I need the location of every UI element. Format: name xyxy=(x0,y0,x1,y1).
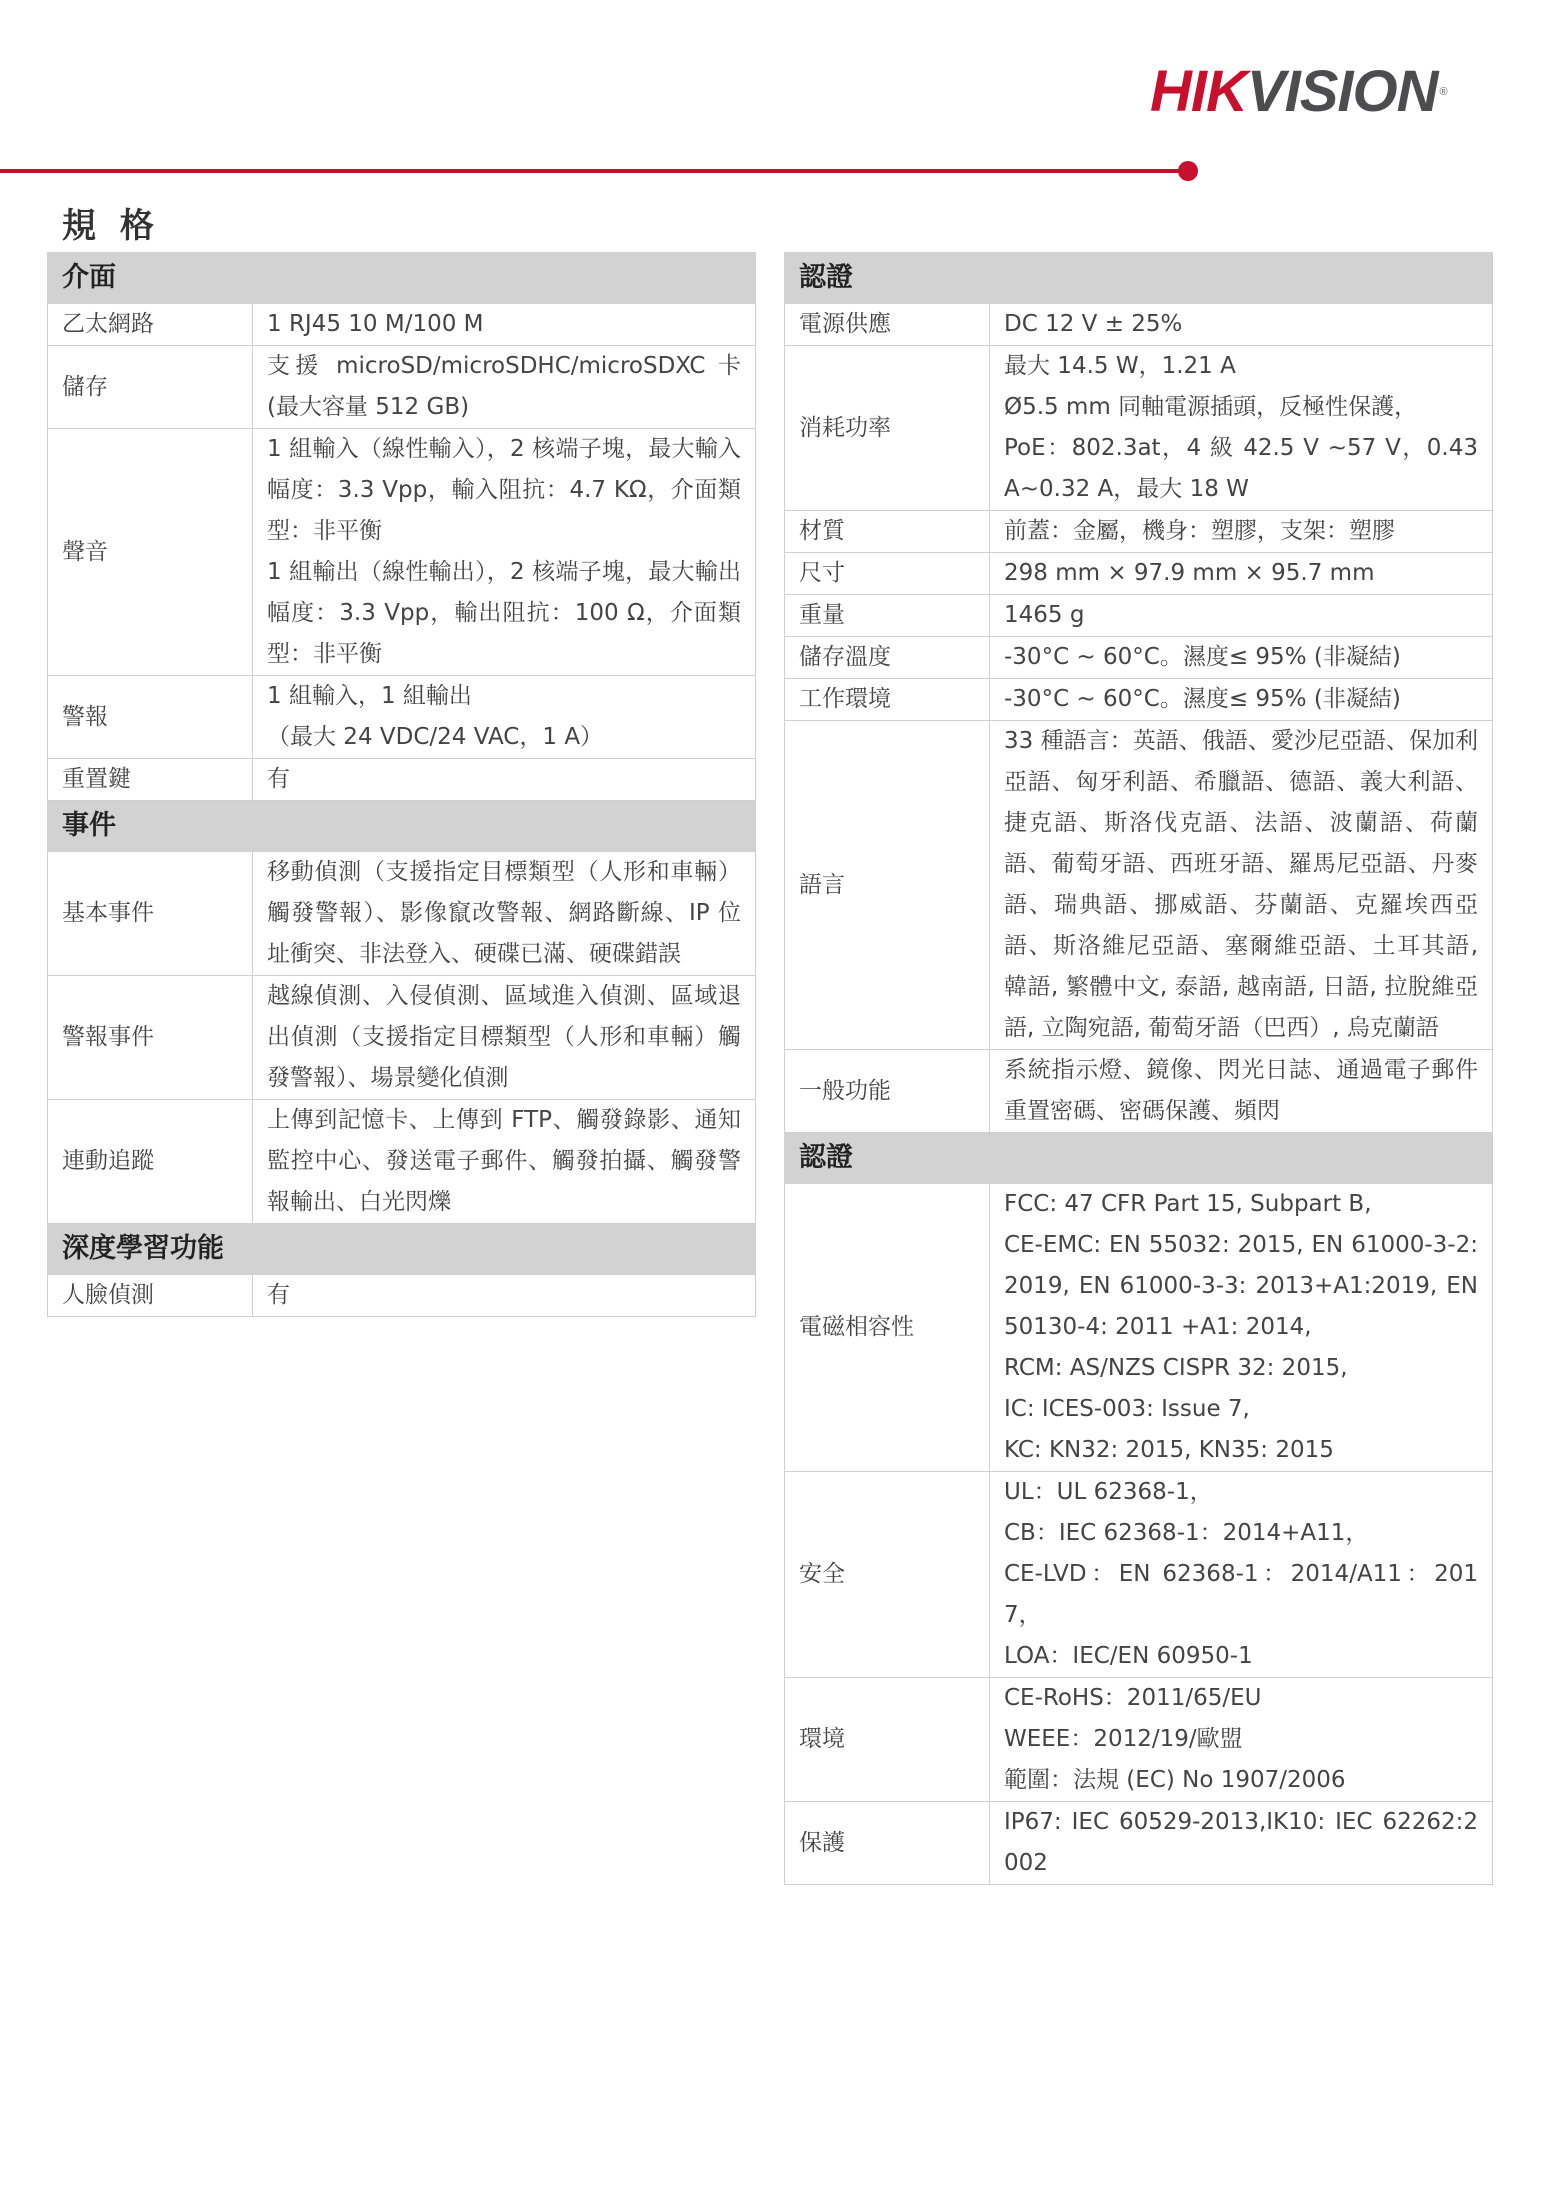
spec-value-line: 1 RJ45 10 M/100 M xyxy=(267,311,484,337)
spec-value-line: 1 組輸入，1 組輸出 xyxy=(267,683,472,709)
spec-row xyxy=(785,1184,1493,1472)
spec-value-line: 有 xyxy=(267,1282,290,1308)
spec-value xyxy=(253,304,756,346)
spec-value xyxy=(253,1275,756,1317)
spec-value-line: 最大 14.5 W，1.21 A xyxy=(1004,353,1236,379)
section-header-row xyxy=(48,1224,756,1275)
spec-value xyxy=(253,1100,756,1224)
spec-value-line: 範圍：法規 (EC) No 1907/2006 xyxy=(1004,1767,1346,1793)
section-header-row xyxy=(48,253,756,304)
spec-value xyxy=(990,1050,1493,1133)
spec-value-line: 支援 microSD/microSDHC/microSDXC 卡 (最大容量 512 GB) xyxy=(267,353,741,420)
spec-row xyxy=(785,346,1493,511)
spec-key: 連動追蹤 xyxy=(48,1100,253,1224)
spec-row xyxy=(48,346,756,429)
spec-value xyxy=(990,304,1493,346)
spec-value xyxy=(990,511,1493,553)
spec-value-line: CB：IEC 62368-1：2014+A11， xyxy=(1004,1520,1369,1546)
spec-key: 保護 xyxy=(785,1802,990,1885)
spec-key: 聲音 xyxy=(48,429,253,676)
section-header-row xyxy=(785,253,1493,304)
spec-key: 乙太網路 xyxy=(48,304,253,346)
spec-value-line: （最大 24 VDC/24 VAC，1 A） xyxy=(267,724,604,750)
spec-key: 一般功能 xyxy=(785,1050,990,1133)
spec-value-line: FCC: 47 CFR Part 15, Subpart B, xyxy=(1004,1191,1372,1217)
section-title: 介面 xyxy=(48,253,756,304)
spec-value xyxy=(990,595,1493,637)
spec-value-line: WEEE：2012/19/歐盟 xyxy=(1004,1726,1243,1752)
registered-mark: ® xyxy=(1439,86,1447,98)
spec-table-left xyxy=(47,252,756,1317)
spec-row xyxy=(785,1050,1493,1133)
spec-value-line: -30°C ~ 60°C。濕度≤ 95% (非凝結) xyxy=(1004,686,1401,712)
spec-value-line: 前蓋：金屬，機身：塑膠，支架：塑膠 xyxy=(1004,518,1395,544)
spec-row xyxy=(48,429,756,676)
logo-part-hik: HIK xyxy=(1150,59,1247,124)
section-title: 深度學習功能 xyxy=(48,1224,756,1275)
spec-row xyxy=(48,852,756,976)
spec-key: 材質 xyxy=(785,511,990,553)
spec-value-line: 33 種語言：英語、俄語、愛沙尼亞語、保加利亞語、匈牙利語、希臘語、德語、義大利語、捷克語、斯洛伐克語、法語、波蘭語、荷蘭語、葡萄牙語、西班牙語、羅馬尼亞語、丹麥語、瑞典語、挪威語、芬蘭語、克羅埃西亞語、斯洛維尼亞語、塞爾維亞語、土耳其語, 韓語, 繁體中文, 泰語, 越南語, 日語, 拉脫維亞語, 立陶宛語, 葡萄牙語（巴西）, 烏克蘭語 xyxy=(1004,728,1478,1041)
spec-key: 環境 xyxy=(785,1678,990,1802)
spec-value xyxy=(990,1184,1493,1472)
spec-value-line: 1 組輸入（線性輸入），2 核端子塊，最大輸入幅度：3.3 Vpp，輸入阻抗：4.7 KΩ，介面類型：非平衡 xyxy=(267,436,741,544)
spec-key: 尺寸 xyxy=(785,553,990,595)
header-divider-line xyxy=(0,169,1181,173)
spec-key: 語言 xyxy=(785,721,990,1050)
spec-row xyxy=(785,637,1493,679)
spec-key: 警報 xyxy=(48,676,253,759)
section-title: 事件 xyxy=(48,801,756,852)
spec-value xyxy=(253,676,756,759)
spec-row xyxy=(785,1678,1493,1802)
spec-key: 儲存溫度 xyxy=(785,637,990,679)
spec-value-line: 298 mm × 97.9 mm × 95.7 mm xyxy=(1004,560,1375,586)
spec-value-line: LOA：IEC/EN 60950-1 xyxy=(1004,1643,1253,1669)
spec-value-line: IP67: IEC 60529-2013,IK10: IEC 62262:2002 xyxy=(1004,1809,1478,1876)
spec-value xyxy=(990,721,1493,1050)
spec-value-line: CE-EMC: EN 55032: 2015, EN 61000-3-2:2019, EN 61000-3-3: 2013+A1:2019, EN 50130-4: 2011 +A1: 2014, xyxy=(1004,1232,1478,1340)
spec-table-right xyxy=(784,252,1493,1885)
spec-key: 人臉偵測 xyxy=(48,1275,253,1317)
spec-key: 消耗功率 xyxy=(785,346,990,511)
spec-row xyxy=(48,759,756,801)
spec-row xyxy=(785,304,1493,346)
spec-key: 重置鍵 xyxy=(48,759,253,801)
spec-row xyxy=(785,511,1493,553)
spec-key: 電源供應 xyxy=(785,304,990,346)
spec-row xyxy=(785,595,1493,637)
header-divider-dot xyxy=(1178,161,1198,181)
spec-key: 電磁相容性 xyxy=(785,1184,990,1472)
spec-value-line: -30°C ~ 60°C。濕度≤ 95% (非凝結) xyxy=(1004,644,1401,670)
spec-value-line: 有 xyxy=(267,766,290,792)
spec-value xyxy=(990,553,1493,595)
spec-key: 工作環境 xyxy=(785,679,990,721)
spec-key: 儲存 xyxy=(48,346,253,429)
spec-row xyxy=(48,676,756,759)
spec-value-line: UL：UL 62368-1， xyxy=(1004,1479,1213,1505)
spec-value xyxy=(990,637,1493,679)
spec-value-line: 移動偵測（支援指定目標類型（人形和車輛）觸發警報）、影像竄改警報、網路斷線、IP 位址衝突、非法登入、硬碟已滿、硬碟錯誤 xyxy=(267,859,741,967)
hikvision-logo xyxy=(1150,59,1447,124)
spec-value-line: Ø5.5 mm 同軸電源插頭，反極性保護， xyxy=(1004,394,1418,420)
spec-key: 警報事件 xyxy=(48,976,253,1100)
spec-value xyxy=(990,1678,1493,1802)
spec-value xyxy=(253,346,756,429)
spec-value xyxy=(990,679,1493,721)
spec-key: 重量 xyxy=(785,595,990,637)
spec-value xyxy=(990,1472,1493,1678)
spec-value-line: 系統指示燈、鏡像、閃光日誌、通過電子郵件重置密碼、密碼保護、頻閃 xyxy=(1004,1057,1478,1124)
spec-value-line: PoE：802.3at，4 級 42.5 V ~57 V，0.43 A~0.32 A，最大 18 W xyxy=(1004,435,1478,502)
spec-value-line: CE-LVD：EN 62368-1：2014/A11：2017， xyxy=(1004,1561,1478,1628)
spec-value-line: KC: KN32: 2015, KN35: 2015 xyxy=(1004,1437,1334,1463)
spec-row xyxy=(48,304,756,346)
spec-row xyxy=(48,1100,756,1224)
spec-key: 基本事件 xyxy=(48,852,253,976)
spec-row xyxy=(48,976,756,1100)
spec-row xyxy=(785,721,1493,1050)
section-header-row xyxy=(785,1133,1493,1184)
spec-value-line: 越線偵測、入侵偵測、區域進入偵測、區域退出偵測（支援指定目標類型（人形和車輛）觸發警報）、場景變化偵測 xyxy=(267,983,741,1091)
page-title: 規 格 xyxy=(62,206,160,246)
spec-value-line: 上傳到記憶卡、上傳到 FTP、觸發錄影、通知監控中心、發送電子郵件、觸發拍攝、觸發警報輸出、白光閃爍 xyxy=(267,1107,741,1215)
spec-value xyxy=(253,852,756,976)
spec-row xyxy=(785,1802,1493,1885)
logo-part-vision: VISION xyxy=(1246,59,1438,124)
section-header-row xyxy=(48,801,756,852)
section-title: 認證 xyxy=(785,253,1493,304)
spec-value xyxy=(990,346,1493,511)
section-title: 認證 xyxy=(785,1133,1493,1184)
spec-value xyxy=(253,976,756,1100)
spec-value-line: IC: ICES-003: Issue 7, xyxy=(1004,1396,1250,1422)
spec-row xyxy=(48,1275,756,1317)
spec-value-line: CE-RoHS：2011/65/EU xyxy=(1004,1685,1262,1711)
spec-value-line: RCM: AS/NZS CISPR 32: 2015, xyxy=(1004,1355,1348,1381)
spec-value-line: 1 組輸出（線性輸出），2 核端子塊，最大輸出幅度：3.3 Vpp，輸出阻抗：100 Ω，介面類型：非平衡 xyxy=(267,559,741,667)
spec-row xyxy=(785,553,1493,595)
spec-value-line: 1465 g xyxy=(1004,602,1085,628)
spec-value xyxy=(253,429,756,676)
spec-row xyxy=(785,1472,1493,1678)
spec-value xyxy=(253,759,756,801)
spec-value-line: DC 12 V ± 25% xyxy=(1004,311,1183,337)
spec-value xyxy=(990,1802,1493,1885)
spec-key: 安全 xyxy=(785,1472,990,1678)
spec-row xyxy=(785,679,1493,721)
